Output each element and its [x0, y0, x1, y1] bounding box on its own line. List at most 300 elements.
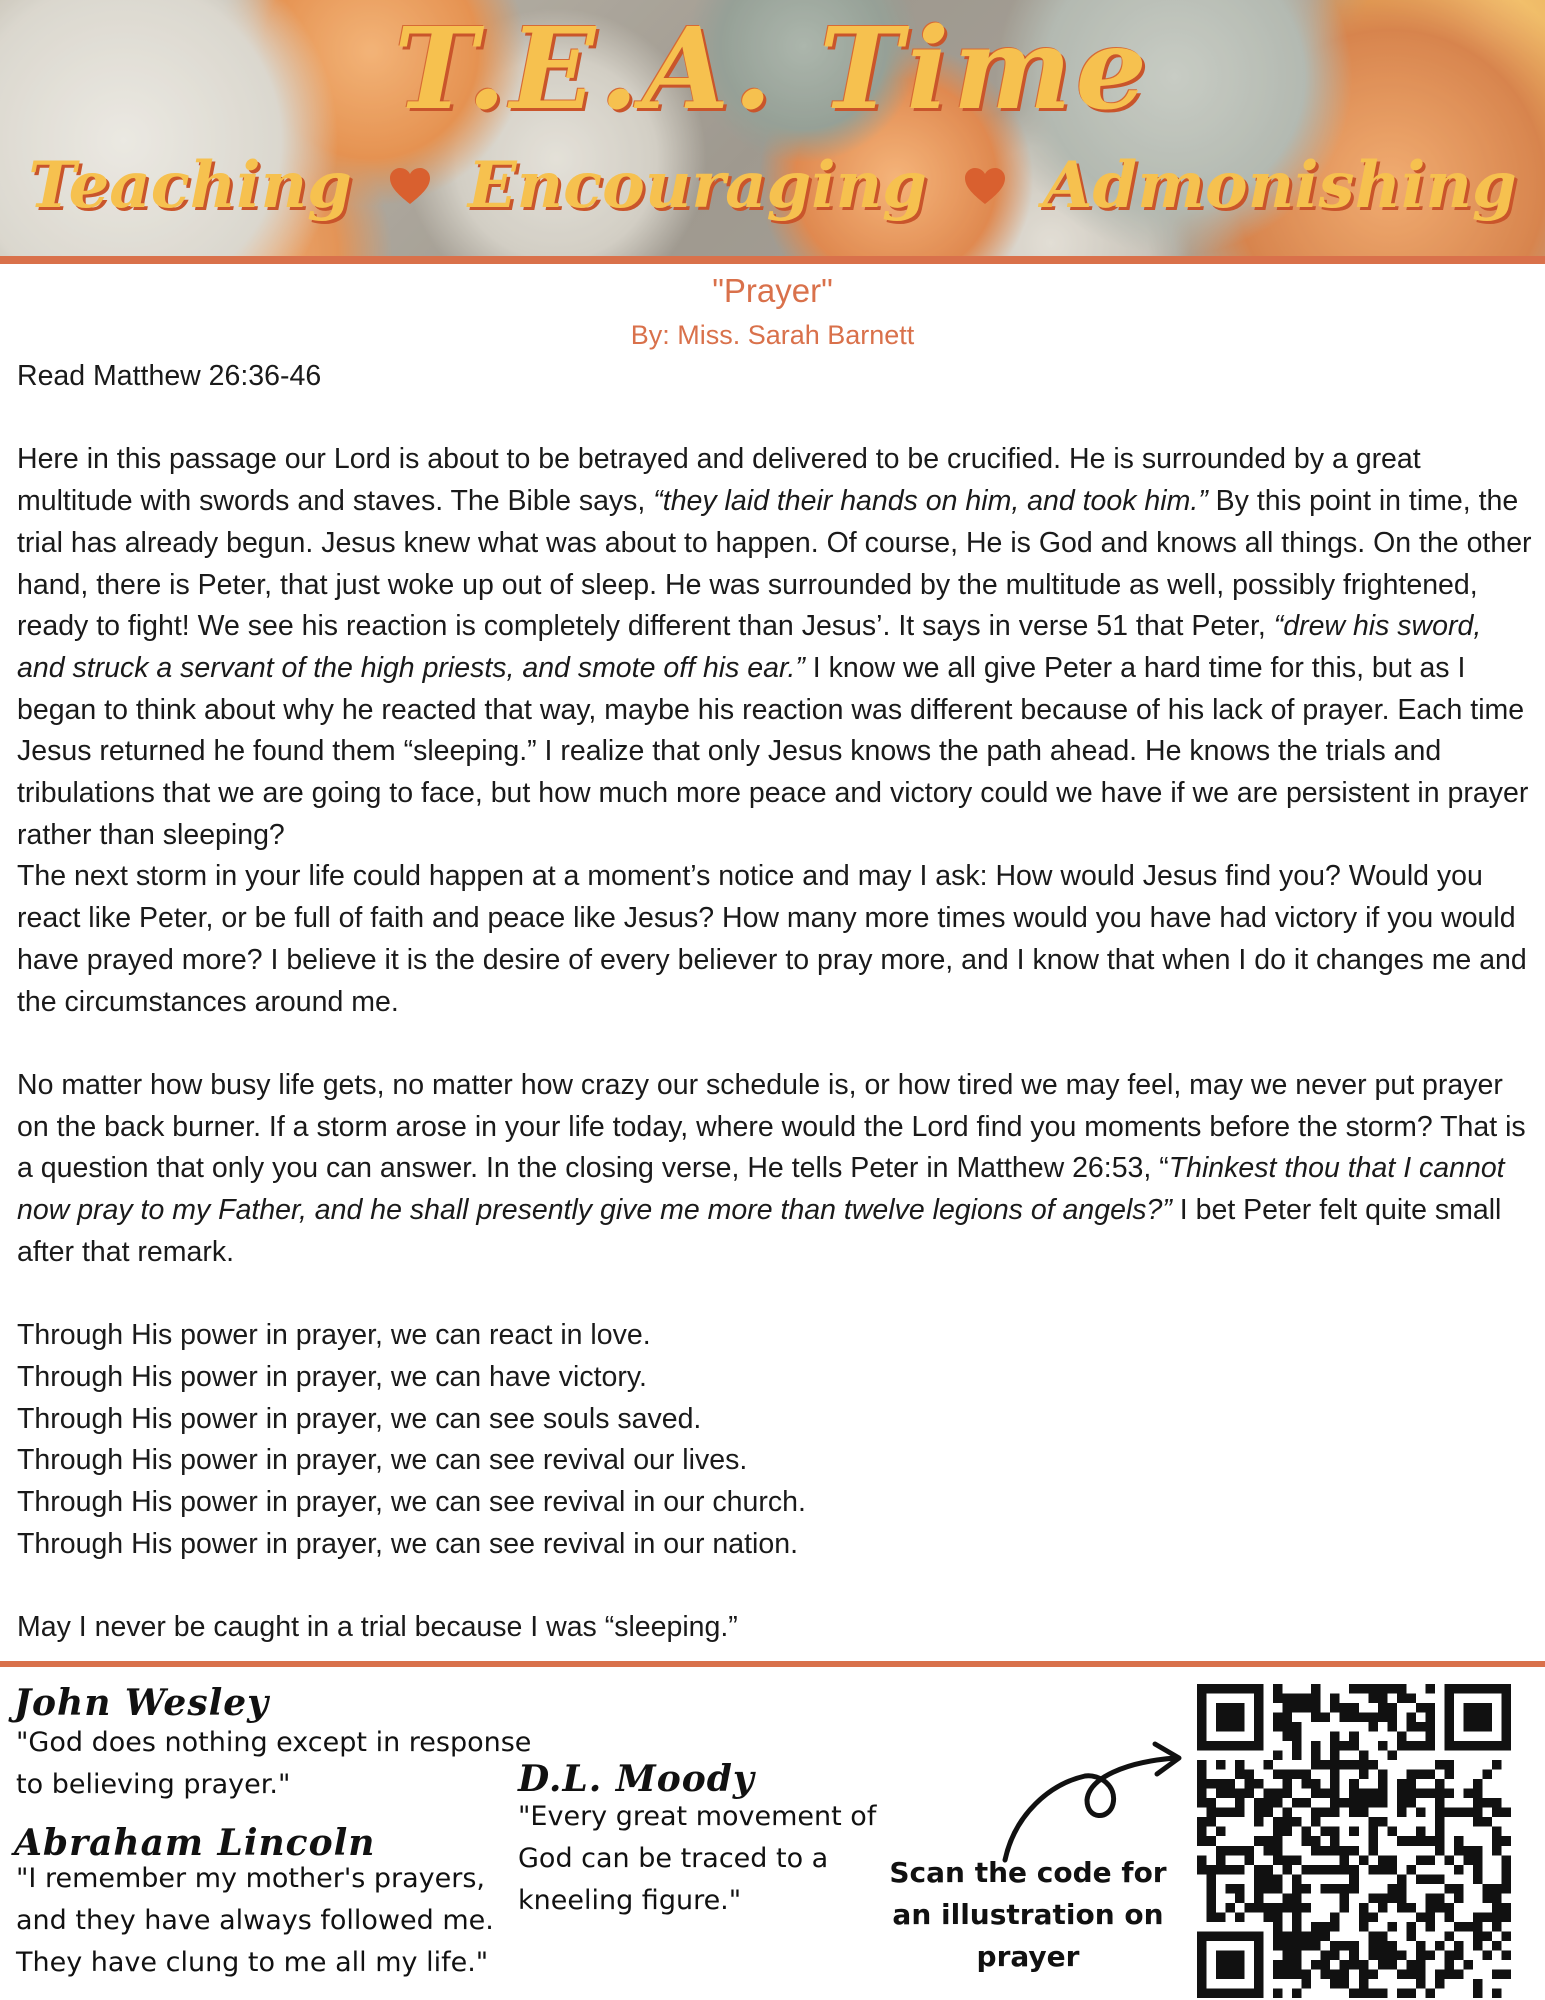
qr-module — [1349, 1865, 1359, 1875]
qr-module — [1254, 1817, 1264, 1827]
qr-module — [1283, 1941, 1293, 1951]
scripture-quote: “drew his sword, and struck a servant of the high priests, and smote off his ear.” — [17, 610, 1482, 684]
qr-module — [1254, 1741, 1264, 1751]
qr-module — [1264, 1903, 1274, 1913]
qr-module — [1378, 1817, 1388, 1827]
qr-module — [1444, 1808, 1454, 1818]
qr-module — [1283, 1779, 1293, 1789]
qr-module — [1273, 1903, 1283, 1913]
qr-module — [1406, 1960, 1416, 1970]
qr-module — [1387, 1827, 1397, 1837]
qr-module — [1492, 1922, 1502, 1932]
qr-module — [1311, 1817, 1321, 1827]
qr-module — [1425, 1732, 1435, 1742]
qr-module — [1197, 1713, 1207, 1723]
qr-module — [1283, 1931, 1293, 1941]
qr-module — [1378, 1941, 1388, 1951]
qr-module — [1330, 1865, 1340, 1875]
qr-module — [1435, 1798, 1445, 1808]
qr-module — [1245, 1779, 1255, 1789]
qr-module — [1349, 1798, 1359, 1808]
banner-title: T.E.A. Time — [394, 4, 1151, 135]
qr-module — [1492, 1798, 1502, 1808]
qr-module — [1254, 1941, 1264, 1951]
qr-module — [1197, 1694, 1207, 1704]
qr-module — [1264, 1789, 1274, 1799]
qr-module — [1207, 1912, 1217, 1922]
qr-module — [1406, 1798, 1416, 1808]
qr-module — [1273, 1770, 1283, 1780]
qr-module — [1283, 1732, 1293, 1742]
qr-module — [1283, 1827, 1293, 1837]
qr-module — [1226, 1703, 1236, 1713]
qr-module — [1454, 1950, 1464, 1960]
qr-module — [1387, 1950, 1397, 1960]
qr-module — [1302, 1798, 1312, 1808]
paragraph-spacer — [17, 1565, 1532, 1607]
qr-module — [1207, 1893, 1217, 1903]
qr-module — [1435, 1903, 1445, 1913]
qr-module — [1330, 1732, 1340, 1742]
qr-module — [1501, 1884, 1511, 1894]
qr-module — [1349, 1846, 1359, 1856]
qr-module — [1226, 1969, 1236, 1979]
qr-module — [1397, 1779, 1407, 1789]
qr-module — [1311, 1941, 1321, 1951]
qr-module — [1197, 1770, 1207, 1780]
caption-line: an illustration on — [892, 1898, 1164, 1931]
qr-module — [1254, 1732, 1264, 1742]
qr-module — [1378, 1713, 1388, 1723]
qr-module — [1444, 1950, 1454, 1960]
qr-module — [1254, 1684, 1264, 1694]
power-line: Through His power in prayer, we can have victory. — [17, 1360, 647, 1393]
qr-module — [1416, 1912, 1426, 1922]
qr-module — [1463, 1684, 1473, 1694]
qr-module — [1444, 1903, 1454, 1913]
quote-line: "Every great movement of — [518, 1801, 877, 1832]
qr-module — [1197, 1941, 1207, 1951]
qr-module — [1292, 1893, 1302, 1903]
qr-module — [1207, 1884, 1217, 1894]
qr-module — [1235, 1789, 1245, 1799]
qr-module — [1235, 1988, 1245, 1998]
qr-module — [1321, 1789, 1331, 1799]
qr-module — [1340, 1855, 1350, 1865]
qr-module — [1264, 1836, 1274, 1846]
qr-module — [1321, 1931, 1331, 1941]
qr-module — [1292, 1903, 1302, 1913]
qr-module — [1254, 1950, 1264, 1960]
qr-module — [1425, 1684, 1435, 1694]
qr-module — [1292, 1874, 1302, 1884]
qr-module — [1311, 1922, 1321, 1932]
qr-module — [1197, 1684, 1207, 1694]
paragraph-text: No matter how busy life gets, no matter how crazy our schedule is, or how tired we may feel, may we never put prayer on the back burner. If a storm arose in your life today, where would the Lord find you moments before the storm? That is a question that only you can answer. In the closing verse, He tells Peter in Matthew 26:53, “ — [17, 1068, 1526, 1185]
qr-module — [1492, 1684, 1502, 1694]
qr-caption — [880, 1852, 1176, 1978]
qr-module — [1501, 1741, 1511, 1751]
qr-module — [1444, 1789, 1454, 1799]
qr-module — [1264, 1760, 1274, 1770]
qr-module — [1292, 1969, 1302, 1979]
qr-module — [1454, 1846, 1464, 1856]
qr-module — [1273, 1684, 1283, 1694]
qr-module — [1302, 1703, 1312, 1713]
qr-module — [1349, 1760, 1359, 1770]
quote-line: "I remember my mother's prayers, — [16, 1863, 486, 1894]
qr-module — [1454, 1941, 1464, 1951]
qr-module — [1311, 1846, 1321, 1856]
qr-module — [1340, 1960, 1350, 1970]
qr-module — [1492, 1903, 1502, 1913]
qr-module — [1397, 1684, 1407, 1694]
qr-module — [1340, 1941, 1350, 1951]
qr-module — [1492, 1893, 1502, 1903]
qr-module — [1197, 1950, 1207, 1960]
qr-module — [1406, 1694, 1416, 1704]
qr-module — [1330, 1846, 1340, 1856]
qr-module — [1416, 1874, 1426, 1884]
qr-module — [1311, 1703, 1321, 1713]
qr-module — [1197, 1931, 1207, 1941]
qr-module — [1368, 1950, 1378, 1960]
qr-module — [1273, 1922, 1283, 1932]
qr-module — [1340, 1703, 1350, 1713]
qr-module — [1492, 1836, 1502, 1846]
qr-module — [1378, 1950, 1388, 1960]
scripture-quote: “they laid their hands on him, and took him.” — [653, 485, 1208, 518]
qr-module — [1501, 1694, 1511, 1704]
qr-module — [1283, 1722, 1293, 1732]
qr-module — [1482, 1713, 1492, 1723]
qr-module — [1368, 1789, 1378, 1799]
qr-module — [1416, 1808, 1426, 1818]
qr-module — [1454, 1865, 1464, 1875]
qr-module — [1501, 1950, 1511, 1960]
quote-author-moody: D.L. Moody — [518, 1758, 755, 1800]
qr-module — [1501, 1865, 1511, 1875]
header-divider — [0, 256, 1545, 264]
qr-module — [1444, 1855, 1454, 1865]
qr-module — [1492, 1760, 1502, 1770]
qr-module — [1216, 1827, 1226, 1837]
qr-module — [1435, 1827, 1445, 1837]
qr-module — [1473, 1722, 1483, 1732]
qr-module — [1216, 1779, 1226, 1789]
qr-module — [1454, 1684, 1464, 1694]
qr-module — [1226, 1903, 1236, 1913]
qr-module — [1235, 1969, 1245, 1979]
qr-module — [1349, 1941, 1359, 1951]
qr-module — [1473, 1855, 1483, 1865]
quote-line: to believing prayer." — [16, 1769, 291, 1800]
qr-module — [1397, 1969, 1407, 1979]
qr-module — [1226, 1960, 1236, 1970]
qr-module — [1435, 1817, 1445, 1827]
qr-module — [1397, 1874, 1407, 1884]
qr-module — [1349, 1808, 1359, 1818]
qr-module — [1368, 1694, 1378, 1704]
quote-line: God can be traced to a — [518, 1843, 829, 1874]
power-line: Through His power in prayer, we can see revival in our church. — [17, 1485, 806, 1518]
qr-module — [1311, 1836, 1321, 1846]
qr-module — [1273, 1912, 1283, 1922]
qr-module — [1349, 1884, 1359, 1894]
qr-module — [1473, 1703, 1483, 1713]
qr-module — [1292, 1855, 1302, 1865]
qr-module — [1473, 1713, 1483, 1723]
qr-module — [1425, 1988, 1435, 1998]
qr-module — [1235, 1846, 1245, 1856]
qr-module — [1197, 1789, 1207, 1799]
qr-module — [1283, 1950, 1293, 1960]
qr-module — [1254, 1703, 1264, 1713]
caption-line: Scan the code for — [889, 1856, 1167, 1889]
qr-module — [1397, 1884, 1407, 1894]
qr-module — [1387, 1960, 1397, 1970]
qr-module — [1368, 1722, 1378, 1732]
qr-module — [1349, 1827, 1359, 1837]
qr-module — [1216, 1931, 1226, 1941]
qr-module — [1454, 1836, 1464, 1846]
qr-module — [1406, 1836, 1416, 1846]
qr-module — [1245, 1855, 1255, 1865]
qr-module — [1435, 1808, 1445, 1818]
qr-module — [1254, 1979, 1264, 1989]
qr-module — [1425, 1903, 1435, 1913]
qr-module — [1397, 1798, 1407, 1808]
qr-module — [1482, 1798, 1492, 1808]
qr-module — [1254, 1903, 1264, 1913]
qr-module — [1197, 1827, 1207, 1837]
qr-module — [1311, 1713, 1321, 1723]
qr-module — [1197, 1732, 1207, 1742]
qr-module — [1340, 1760, 1350, 1770]
qr-module — [1292, 1751, 1302, 1761]
qr-module — [1302, 1779, 1312, 1789]
qr-module — [1482, 1950, 1492, 1960]
qr-module — [1454, 1893, 1464, 1903]
qr-module — [1463, 1808, 1473, 1818]
qr-module — [1321, 1808, 1331, 1818]
qr-module — [1492, 1827, 1502, 1837]
qr-module — [1292, 1950, 1302, 1960]
qr-module — [1463, 1960, 1473, 1970]
qr-module — [1482, 1741, 1492, 1751]
qr-module — [1473, 1931, 1483, 1941]
qr-module — [1359, 1798, 1369, 1808]
qr-module — [1283, 1903, 1293, 1913]
qr-module — [1416, 1741, 1426, 1751]
qr-module — [1311, 1684, 1321, 1694]
tagline-admonishing: Admonishing — [1042, 148, 1517, 223]
qr-module — [1482, 1684, 1492, 1694]
qr-module — [1501, 1912, 1511, 1922]
qr-module — [1273, 1836, 1283, 1846]
qr-module — [1482, 1893, 1492, 1903]
qr-module — [1235, 1713, 1245, 1723]
qr-module — [1473, 1808, 1483, 1818]
qr-module — [1378, 1960, 1388, 1970]
qr-module — [1330, 1751, 1340, 1761]
qr-module — [1444, 1694, 1454, 1704]
qr-module — [1235, 1703, 1245, 1713]
qr-module — [1283, 1770, 1293, 1780]
qr-module — [1473, 1779, 1483, 1789]
qr-module — [1359, 1789, 1369, 1799]
qr-module — [1216, 1969, 1226, 1979]
qr-module — [1273, 1789, 1283, 1799]
qr-module — [1302, 1836, 1312, 1846]
qr-code[interactable] — [1197, 1684, 1511, 1998]
qr-module — [1254, 1865, 1264, 1875]
qr-module — [1482, 1722, 1492, 1732]
qr-module — [1359, 1912, 1369, 1922]
qr-module — [1387, 1855, 1397, 1865]
paragraph-spacer — [17, 398, 1532, 440]
qr-module — [1273, 1855, 1283, 1865]
qr-module — [1245, 1789, 1255, 1799]
qr-module — [1273, 1722, 1283, 1732]
qr-module — [1397, 1732, 1407, 1742]
qr-module — [1349, 1741, 1359, 1751]
qr-module — [1216, 1912, 1226, 1922]
qr-module — [1292, 1741, 1302, 1751]
qr-module — [1406, 1969, 1416, 1979]
qr-module — [1283, 1694, 1293, 1704]
qr-module — [1463, 1741, 1473, 1751]
qr-module — [1245, 1988, 1255, 1998]
qr-module — [1235, 1770, 1245, 1780]
qr-module — [1406, 1779, 1416, 1789]
qr-module — [1368, 1941, 1378, 1951]
qr-module — [1482, 1703, 1492, 1713]
qr-module — [1359, 1922, 1369, 1932]
qr-module — [1283, 1713, 1293, 1723]
qr-module — [1311, 1741, 1321, 1751]
qr-module — [1378, 1741, 1388, 1751]
qr-module — [1264, 1846, 1274, 1856]
qr-module — [1501, 1969, 1511, 1979]
qr-module — [1273, 1931, 1283, 1941]
qr-module — [1226, 1988, 1236, 1998]
qr-module — [1425, 1741, 1435, 1751]
qr-module — [1406, 1741, 1416, 1751]
paragraph-text: I bet Peter felt quite small after that remark. — [17, 1194, 1502, 1268]
qr-module — [1368, 1798, 1378, 1808]
qr-module — [1245, 1770, 1255, 1780]
quote-line: kneeling figure." — [518, 1885, 742, 1916]
qr-module — [1359, 1960, 1369, 1970]
qr-module — [1368, 1865, 1378, 1875]
paragraph-text: I know we all give Peter a hard time for this, but as I began to think about why he reacted that way, maybe his reaction was different because of his lack of prayer. Each time Jesus returned he found them “sleeping.” I realize that only Jesus knows the path ahead. He knows the trials and tribulations that we are going to face, but how much more peace and victory could we have if we are persistent in prayer rather than sleeping? — [17, 651, 1529, 851]
qr-module — [1425, 1950, 1435, 1960]
qr-module — [1368, 1846, 1378, 1856]
qr-module — [1264, 1808, 1274, 1818]
qr-module — [1302, 1827, 1312, 1837]
qr-module — [1292, 1960, 1302, 1970]
qr-module — [1226, 1713, 1236, 1723]
qr-module — [1387, 1751, 1397, 1761]
qr-module — [1302, 1903, 1312, 1913]
qr-module — [1292, 1817, 1302, 1827]
qr-module — [1292, 1703, 1302, 1713]
qr-module — [1425, 1770, 1435, 1780]
qr-module — [1444, 1703, 1454, 1713]
qr-module — [1235, 1722, 1245, 1732]
qr-module — [1425, 1722, 1435, 1732]
qr-module — [1245, 1846, 1255, 1856]
qr-module — [1216, 1960, 1226, 1970]
qr-module — [1207, 1779, 1217, 1789]
qr-module — [1454, 1922, 1464, 1932]
page-title: "Prayer" — [712, 272, 833, 309]
qr-module — [1368, 1931, 1378, 1941]
paragraph-text: Here in this passage our Lord is about to be betrayed and delivered to be crucified. He is surrounded by a great multitude with swords and staves. The Bible says, — [17, 443, 1421, 518]
qr-module — [1340, 1846, 1350, 1856]
qr-module — [1330, 1808, 1340, 1818]
qr-module — [1254, 1713, 1264, 1723]
paragraph — [17, 1065, 1532, 1274]
qr-module — [1264, 1865, 1274, 1875]
qr-module — [1359, 1751, 1369, 1761]
qr-module — [1435, 1979, 1445, 1989]
qr-module — [1416, 1827, 1426, 1837]
qr-module — [1226, 1808, 1236, 1818]
qr-module — [1463, 1713, 1473, 1723]
qr-module — [1216, 1865, 1226, 1875]
qr-module — [1273, 1884, 1283, 1894]
qr-module — [1368, 1817, 1378, 1827]
qr-module — [1226, 1846, 1236, 1856]
qr-module — [1283, 1960, 1293, 1970]
qr-module — [1501, 1931, 1511, 1941]
qr-module — [1473, 1874, 1483, 1884]
qr-module — [1444, 1931, 1454, 1941]
qr-module — [1254, 1969, 1264, 1979]
qr-module — [1406, 1865, 1416, 1875]
qr-module — [1378, 1798, 1388, 1808]
qr-module — [1349, 1950, 1359, 1960]
qr-module — [1425, 1912, 1435, 1922]
qr-module — [1254, 1893, 1264, 1903]
qr-module — [1368, 1893, 1378, 1903]
qr-module — [1311, 1865, 1321, 1875]
qr-module — [1340, 1865, 1350, 1875]
qr-module — [1473, 1684, 1483, 1694]
qr-module — [1425, 1789, 1435, 1799]
qr-module — [1368, 1836, 1378, 1846]
qr-module — [1273, 1988, 1283, 1998]
qr-module — [1273, 1751, 1283, 1761]
qr-module — [1283, 1808, 1293, 1818]
qr-module — [1311, 1808, 1321, 1818]
qr-module — [1444, 1960, 1454, 1970]
qr-module — [1406, 1988, 1416, 1998]
qr-module — [1235, 1741, 1245, 1751]
qr-module — [1340, 1969, 1350, 1979]
qr-module — [1207, 1684, 1217, 1694]
qr-module — [1473, 1988, 1483, 1998]
qr-module — [1463, 1789, 1473, 1799]
qr-module — [1406, 1789, 1416, 1799]
qr-module — [1501, 1684, 1511, 1694]
qr-module — [1492, 1941, 1502, 1951]
qr-module — [1254, 1808, 1264, 1818]
qr-module — [1435, 1760, 1445, 1770]
qr-module — [1197, 1979, 1207, 1989]
